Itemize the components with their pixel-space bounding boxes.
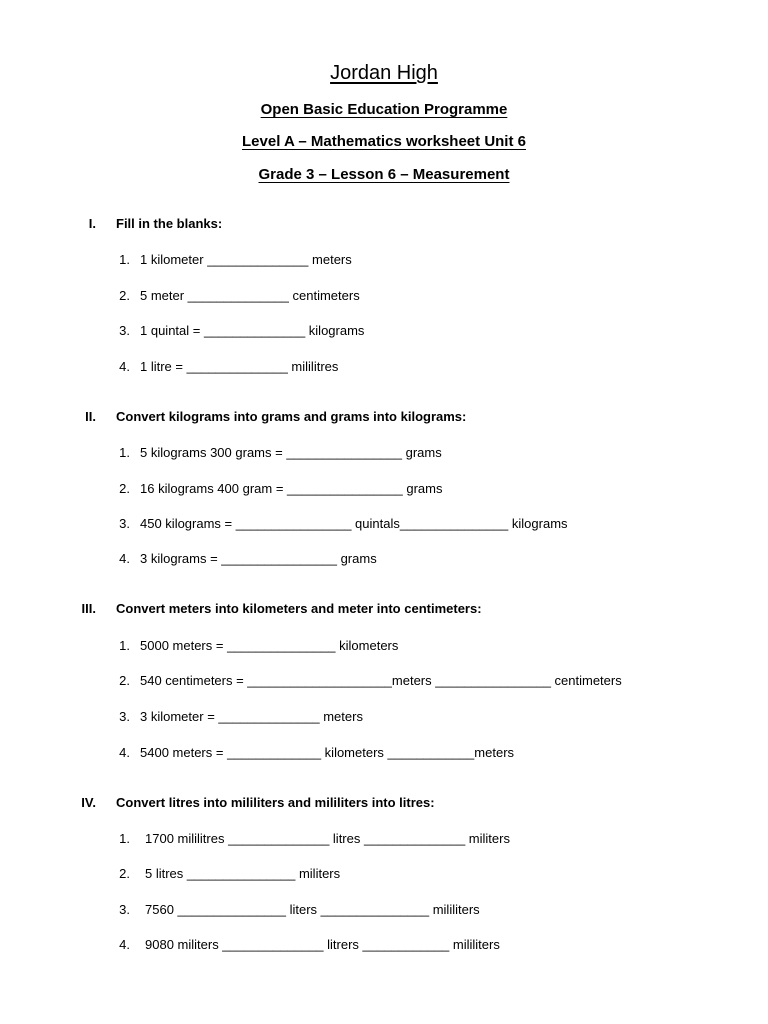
question-text: 5400 meters = _____________ kilometers ____________meters [140,745,515,760]
question-text: 1 kilometer ______________ meters [140,252,352,267]
item-number: 2. [119,288,130,303]
section-number: II. [85,409,96,424]
section-number: IV. [81,795,96,810]
question-text: 3 kilograms = ________________ grams [140,551,377,566]
item-number: 2. [119,481,130,496]
item-number: 1. [119,252,130,267]
item-number: 3. [119,709,130,724]
item-number: 1. [119,445,130,460]
item-number: 4. [119,551,130,566]
level-title: Level A – Mathematics worksheet Unit 6 [242,133,526,150]
item-number: 4. [119,937,130,952]
question-text: 9080 militers ______________ litrers ____________ mililiters [145,937,500,952]
section-heading: Convert meters into kilometers and meter into centimeters: [116,601,482,616]
question-text: 450 kilograms = ________________ quintals_______________ kilograms [140,516,568,531]
item-number: 1. [119,831,130,846]
item-number: 2. [119,866,130,881]
question-text: 16 kilograms 400 gram = ________________ grams [140,481,443,496]
lesson-title: Grade 3 – Lesson 6 – Measurement [258,166,510,183]
question-text: 5 meter ______________ centimeters [140,288,360,303]
question-text: 5 kilograms 300 grams = ________________ grams [140,445,442,460]
section-number: III. [81,601,96,616]
programme-title: Open Basic Education Programme [260,101,508,118]
question-text: 5000 meters = _______________ kilometers [140,638,399,653]
school-title: Jordan High [330,62,438,84]
section-heading: Convert kilograms into grams and grams into kilograms: [116,409,467,424]
question-text: 1 quintal = ______________ kilograms [140,323,365,338]
question-text: 3 kilometer = ______________ meters [140,709,363,724]
question-text: 1700 mililitres ______________ litres ______________ militers [145,831,510,846]
question-text: 540 centimeters = ____________________meters ________________ centimeters [140,673,622,688]
item-number: 3. [119,323,130,338]
item-number: 1. [119,638,130,653]
section-heading: Convert litres into mililiters and mililiters into litres: [116,795,435,810]
question-text: 7560 _______________ liters _______________ mililiters [145,902,480,917]
section-heading: Fill in the blanks: [116,216,223,231]
item-number: 2. [119,673,130,688]
section-number: I. [88,216,96,231]
item-number: 4. [119,745,130,760]
question-text: 1 litre = ______________ mililitres [140,359,339,374]
item-number: 3. [119,516,130,531]
question-text: 5 litres _______________ militers [145,866,341,881]
item-number: 4. [119,359,130,374]
item-number: 3. [119,902,130,917]
